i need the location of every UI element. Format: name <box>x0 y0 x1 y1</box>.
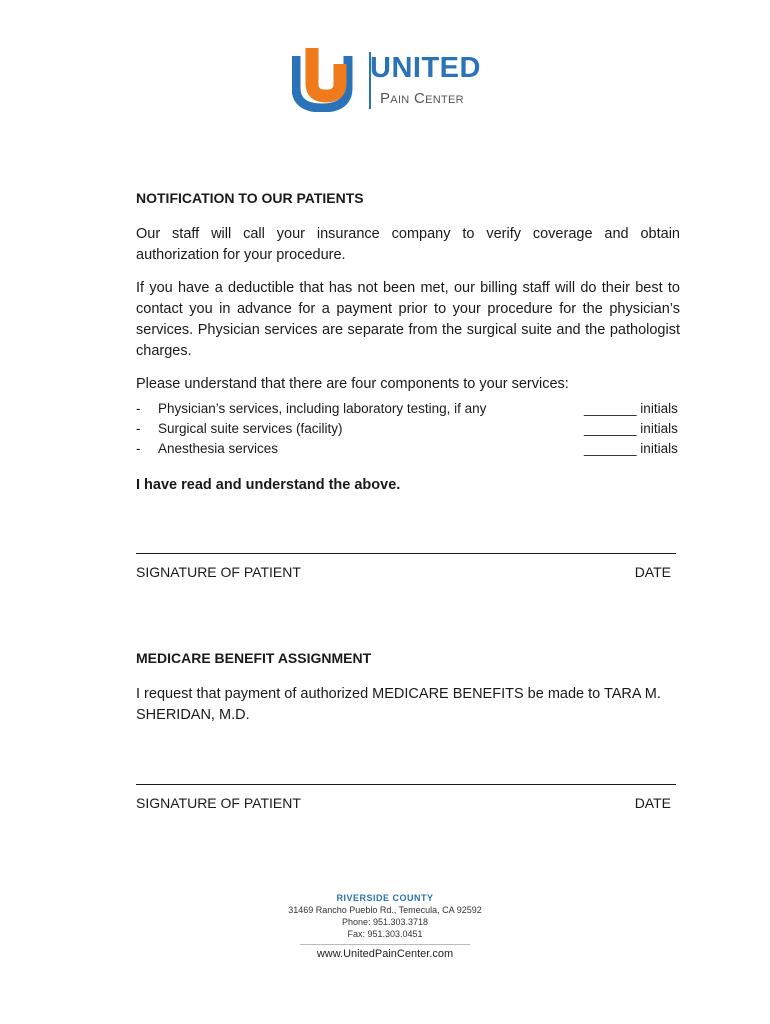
list-item-text: Surgical suite services (facility) <box>158 421 343 436</box>
footer <box>0 892 770 960</box>
list-dash: - <box>136 401 141 416</box>
signature-line[interactable] <box>136 553 676 554</box>
signature-labels <box>136 564 671 580</box>
initials-field[interactable]: _______ initials <box>584 421 678 436</box>
brand-name: UNITED <box>370 52 481 84</box>
medicare-date-label: DATE <box>634 795 671 811</box>
notice-paragraph-3: Please understand that there are four components to your services: <box>136 376 569 392</box>
medicare-title: MEDICARE BENEFIT ASSIGNMENT <box>136 650 372 666</box>
list-item-text: Physician’s services, including laboratory testing, if any <box>158 401 487 416</box>
document-body <box>136 190 680 811</box>
date-label: DATE <box>634 564 671 580</box>
footer-fax: Fax: 951.303.0451 <box>347 929 423 939</box>
notice-paragraph-2: If you have a deductible that has not been met, our billing staff will do their best to contact you in advance for a payment prior to your procedure for the physician’s services. Physician services are separate from the surgical suite and the pathologist charges. <box>136 280 680 359</box>
medicare-signature-line[interactable] <box>136 784 676 785</box>
footer-divider <box>300 944 470 945</box>
list-item-text: Anesthesia services <box>158 441 279 456</box>
brand-subtitle: Pain Center <box>380 90 464 107</box>
list-item <box>136 399 680 419</box>
logo-u-mark-icon <box>292 44 356 112</box>
footer-address: 31469 Rancho Pueblo Rd., Temecula, CA 92592 <box>288 905 482 915</box>
components-list <box>136 399 680 459</box>
footer-county: RIVERSIDE COUNTY <box>336 893 434 903</box>
footer-phone: Phone: 951.303.3718 <box>341 917 429 927</box>
list-item <box>136 419 680 439</box>
list-item <box>136 439 680 459</box>
medicare-signature-label: SIGNATURE OF PATIENT <box>136 795 301 811</box>
notice-title: NOTIFICATION TO OUR PATIENTS <box>136 190 364 206</box>
medicare-signature-labels <box>136 795 671 811</box>
signature-label: SIGNATURE OF PATIENT <box>136 564 301 580</box>
list-dash: - <box>136 421 141 436</box>
list-dash: - <box>136 441 141 456</box>
acknowledgement: I have read and understand the above. <box>136 477 401 493</box>
notice-paragraph-1: Our staff will call your insurance company to verify coverage and obtain authorization for your procedure. <box>136 226 680 263</box>
initials-field[interactable]: _______ initials <box>584 441 678 456</box>
footer-website-link[interactable]: www.UnitedPainCenter.com <box>316 948 454 960</box>
initials-field[interactable]: _______ initials <box>584 401 678 416</box>
medicare-text: I request that payment of authorized MEDICARE BENEFITS be made to TARA M. SHERIDAN, M.D. <box>136 686 661 723</box>
logo <box>292 44 492 116</box>
